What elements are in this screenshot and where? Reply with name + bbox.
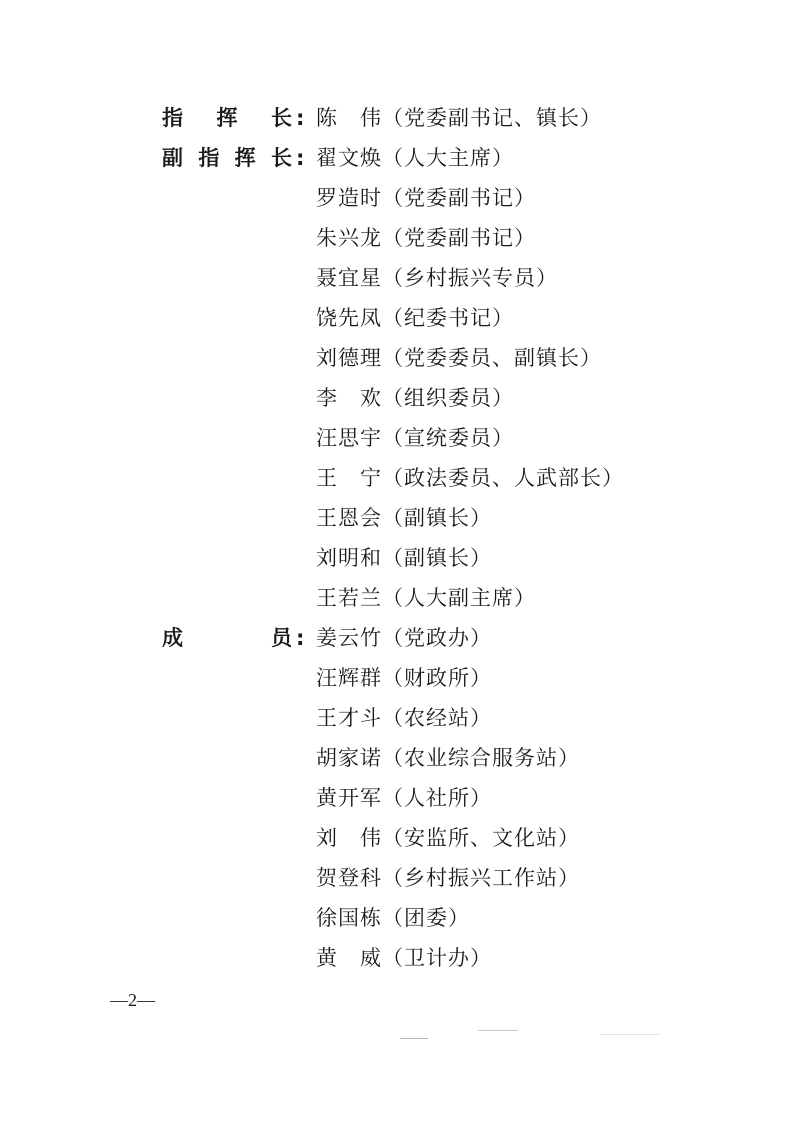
deputy-entry: 刘明和（副镇长）	[316, 546, 492, 570]
member-entry: 黄 威（卫计办）	[316, 946, 492, 970]
members-label	[162, 618, 310, 658]
deputy-entry: 刘德理（党委委员、副镇长）	[316, 346, 602, 370]
scan-artifact	[600, 1034, 660, 1035]
deputy-entry: 李 欢（组织委员）	[316, 386, 514, 410]
member-entry: 刘 伟（安监所、文化站）	[316, 826, 580, 850]
deputy-label	[162, 138, 310, 178]
deputy-label-char: 长	[270, 146, 292, 170]
commander-label-char: 指	[162, 106, 183, 130]
commander-label-char: 长	[271, 106, 292, 130]
commander-label-colon: :	[296, 106, 305, 130]
deputy-entry: 王 宁（政法委员、人武部长）	[316, 466, 624, 490]
deputy-label-char: 指	[198, 146, 220, 170]
members-label-char: 员	[271, 626, 292, 650]
deputy-entry: 饶先凤（纪委书记）	[316, 306, 514, 330]
member-entry: 胡家诺（农业综合服务站）	[316, 746, 580, 770]
deputy-entry: 王恩会（副镇长）	[316, 506, 492, 530]
deputy-entry: 汪思宇（宣统委员）	[316, 426, 514, 450]
commander-entry: 陈 伟（党委副书记、镇长）	[316, 106, 602, 130]
commander-label	[162, 98, 310, 138]
member-entry: 贺登科（乡村振兴工作站）	[316, 866, 580, 890]
scan-artifact	[400, 1038, 428, 1039]
deputy-entry: 聂宜星（乡村振兴专员）	[316, 266, 558, 290]
members-label-char: 成	[162, 626, 183, 650]
members-label-colon: :	[296, 626, 305, 650]
deputy-label-colon: :	[296, 146, 305, 170]
scan-artifact	[478, 1030, 518, 1031]
deputy-label-char: 副	[162, 146, 183, 170]
deputy-entry: 罗造时（党委副书记）	[316, 186, 536, 210]
member-entry: 姜云竹（党政办）	[316, 626, 492, 650]
member-entry: 王才斗（农经站）	[316, 706, 492, 730]
member-entry: 徐国栋（团委）	[316, 906, 470, 930]
deputy-label-char: 挥	[234, 146, 256, 170]
member-entry: 黄开军（人社所）	[316, 786, 492, 810]
deputy-entry: 王若兰（人大副主席）	[316, 586, 536, 610]
member-entry: 汪辉群（财政所）	[316, 666, 492, 690]
commander-label-char: 挥	[216, 106, 238, 130]
deputy-entry: 翟文焕（人大主席）	[316, 146, 514, 170]
page-number: —2—	[110, 990, 155, 1010]
deputy-entry: 朱兴龙（党委副书记）	[316, 226, 536, 250]
